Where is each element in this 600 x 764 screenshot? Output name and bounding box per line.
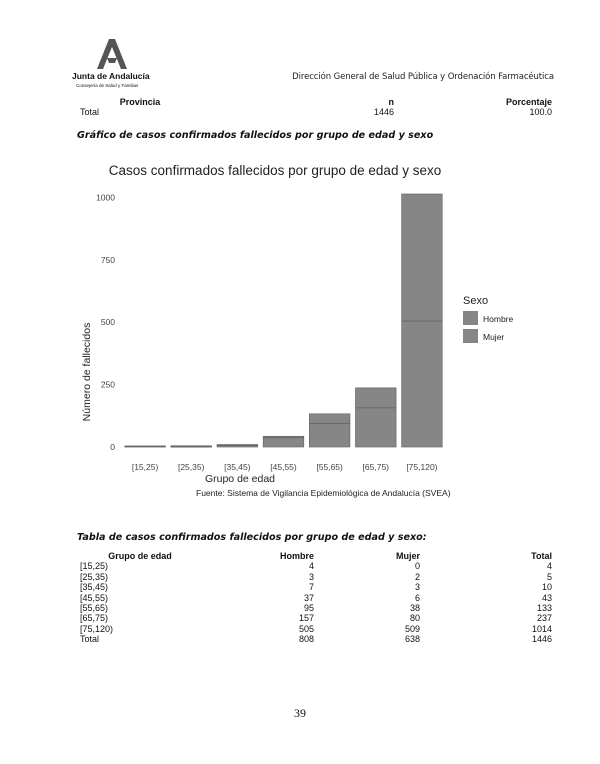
junta-logo-icon — [96, 38, 128, 70]
table-cell: 100.0 — [529, 107, 552, 118]
table-cell: 509 — [404, 623, 420, 634]
bar-mujer — [309, 414, 350, 423]
col-header-mujer: Mujer — [395, 551, 420, 561]
table-cell: [65,75) — [80, 613, 109, 624]
table-cell: 3 — [308, 571, 314, 582]
legend-swatch-mujer — [463, 329, 478, 343]
bar-hombre — [263, 438, 304, 447]
table-row — [80, 593, 552, 603]
table-cell: 0 — [414, 561, 420, 572]
section-title-chart: Gráfico de casos confirmados fallecidos por grupo de edad y sexo — [77, 130, 434, 141]
table-cell: 4 — [546, 561, 552, 572]
table-row — [80, 582, 552, 592]
table-cell: 3 — [414, 582, 420, 593]
table-cell: 133 — [536, 603, 552, 614]
legend-swatch-hombre — [463, 311, 478, 325]
col-header-total: Total — [531, 551, 552, 561]
bar-hombre — [309, 423, 350, 447]
table-cell: 5 — [546, 571, 552, 582]
deaths-bar-chart — [70, 150, 550, 502]
section-title-table: Tabla de casos confirmados fallecidos por grupo de edad y sexo: — [77, 532, 427, 543]
table-cell: 80 — [409, 613, 420, 624]
x-tick-label: [65,75) — [362, 462, 390, 472]
x-tick-label: [25,35) — [177, 462, 205, 472]
org-name: Junta de Andalucía — [72, 71, 150, 81]
table-cell: [75,120) — [80, 623, 114, 634]
bar-hombre — [402, 321, 443, 447]
bar-mujer — [125, 446, 166, 447]
table-cell: 237 — [536, 613, 552, 624]
table-cell: [15,25) — [80, 561, 109, 572]
y-tick-label: 500 — [100, 317, 115, 328]
table-cell: [25,35) — [80, 571, 109, 582]
table-cell: 1014 — [531, 623, 552, 634]
legend-label-mujer: Mujer — [483, 332, 505, 342]
bar-hombre — [355, 408, 396, 447]
table-cell: [55,65) — [80, 603, 109, 614]
x-tick-label: [35,45) — [224, 462, 251, 472]
x-tick-label: [45,55) — [270, 462, 297, 472]
legend-label-hombre: Hombre — [483, 314, 514, 324]
table-cell: 638 — [404, 634, 420, 645]
y-tick-label: 0 — [110, 442, 115, 452]
table-row — [80, 107, 552, 117]
age-table-header — [80, 551, 552, 561]
table-cell: 10 — [541, 582, 552, 593]
table-cell: 4 — [308, 561, 314, 572]
chart-title: Casos confirmados fallecidos por grupo de edad y sexo — [108, 163, 442, 178]
col-header-n: n — [388, 97, 394, 107]
table-cell: Total — [80, 634, 100, 645]
province-table-header — [80, 97, 552, 107]
table-cell: 808 — [298, 634, 314, 645]
table-cell: 43 — [541, 592, 552, 603]
y-tick-label: 750 — [100, 254, 115, 265]
x-axis-label: Grupo de edad — [204, 473, 276, 485]
bar-mujer — [171, 446, 212, 447]
table-row — [80, 613, 552, 623]
y-tick-label: 1000 — [96, 192, 115, 203]
col-header-porcentaje: Porcentaje — [505, 97, 552, 107]
bar-mujer — [263, 436, 304, 437]
col-header-grupo-edad: Grupo de edad — [108, 551, 172, 561]
table-cell: 157 — [298, 613, 314, 624]
table-cell: 6 — [414, 592, 420, 603]
table-cell: 1446 — [531, 634, 552, 645]
y-axis-label: Número de fallecidos — [81, 322, 93, 422]
table-row — [80, 572, 552, 582]
table-row — [80, 624, 552, 634]
org-subtitle: Consejería de Salud y Familias — [76, 83, 139, 88]
col-header-provincia: Provincia — [119, 97, 161, 107]
table-cell: [45,55) — [80, 592, 109, 603]
col-header-hombre: Hombre — [279, 551, 314, 561]
legend-title: Sexo — [463, 295, 489, 307]
table-row — [80, 634, 552, 644]
table-cell: [35,45) — [80, 582, 109, 593]
bar-mujer — [402, 194, 443, 321]
table-cell: 95 — [303, 603, 314, 614]
y-tick-label: 250 — [100, 379, 115, 390]
age-group-table — [80, 551, 552, 645]
x-tick-label: [15,25) — [131, 462, 159, 472]
table-cell: 7 — [308, 582, 314, 593]
bar-mujer — [217, 445, 258, 446]
table-cell: 505 — [298, 623, 314, 634]
table-row — [80, 603, 552, 613]
x-tick-label: [55,65) — [316, 462, 343, 472]
table-cell: 37 — [303, 592, 314, 603]
page-number: 39 — [294, 706, 306, 720]
x-tick-label: [75,120) — [406, 462, 438, 472]
table-row — [80, 561, 552, 571]
province-table — [80, 97, 552, 118]
table-cell: 2 — [414, 571, 420, 582]
chart-legend — [463, 295, 514, 343]
table-cell: 38 — [409, 603, 420, 614]
table-cell: Total — [80, 107, 100, 118]
chart-caption: Fuente: Sistema de Vigilancia Epidemiológica de Andalucía (SVEA) — [196, 488, 451, 498]
bar-mujer — [355, 388, 396, 408]
table-cell: 1446 — [373, 107, 394, 118]
header-direction: Dirección General de Salud Pública y Ordenación Farmacéutica — [292, 72, 554, 82]
